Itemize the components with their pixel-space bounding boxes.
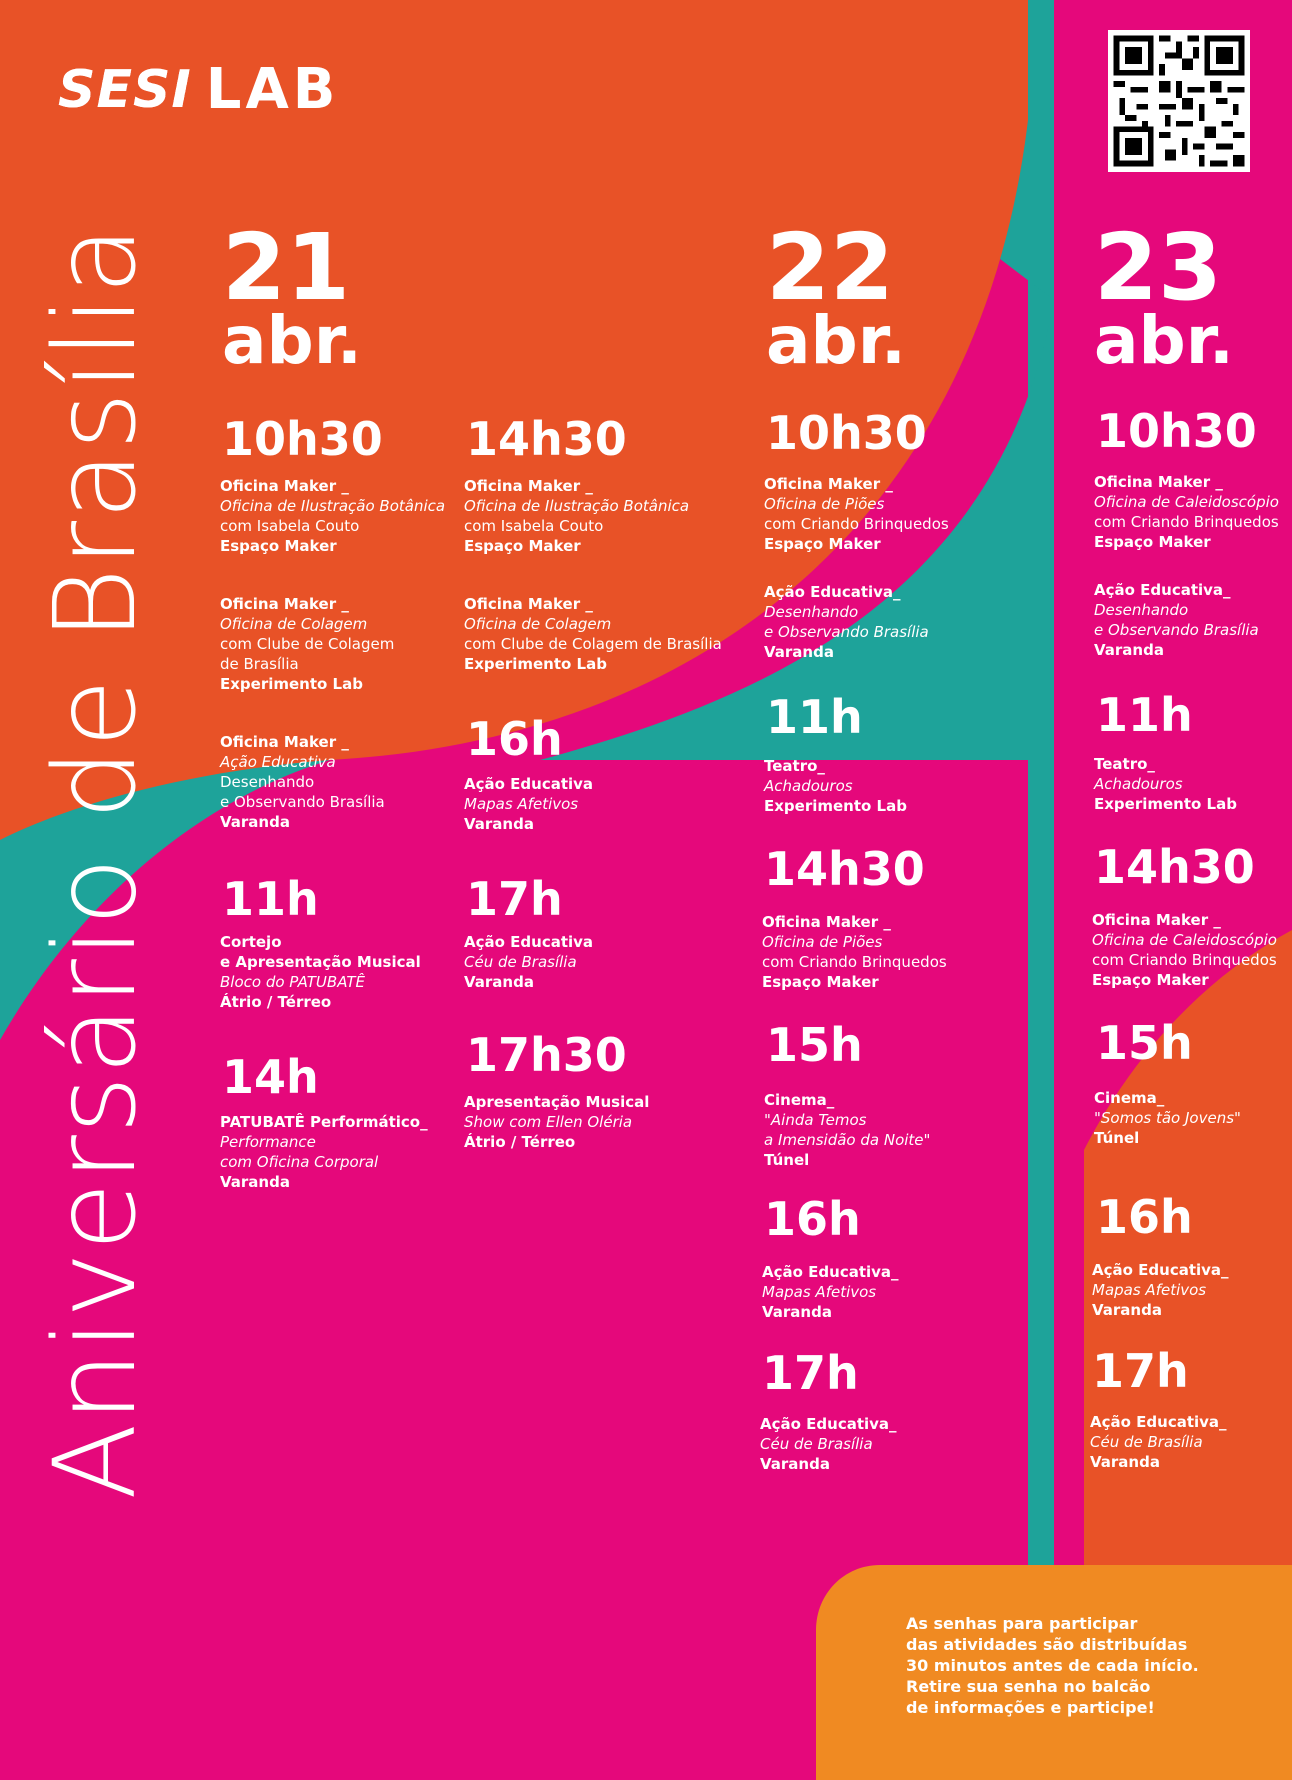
event-item xyxy=(1092,1260,1229,1320)
event-title: Apresentação Musical xyxy=(464,1093,650,1111)
event-place: Túnel xyxy=(1094,1129,1140,1147)
event-title: Cinema_ xyxy=(764,1091,835,1109)
notice-line: de informações e participe! xyxy=(906,1698,1155,1717)
time-slot: 17h xyxy=(466,872,563,926)
event-activity: Oficina de Colagem xyxy=(220,615,368,633)
event-activity: Achadouros xyxy=(1094,775,1183,793)
event-item xyxy=(1094,472,1279,552)
event-title: Oficina Maker _ xyxy=(220,733,349,751)
day-header-22 xyxy=(766,214,906,379)
event-activity: Mapas Afetivos xyxy=(1092,1281,1207,1299)
event-activity: Céu de Brasília xyxy=(760,1435,873,1453)
event-activity: Oficina de Piões xyxy=(762,933,883,951)
event-item xyxy=(760,1414,897,1474)
event-title: Cortejo xyxy=(220,933,282,951)
event-item xyxy=(762,1262,899,1322)
event-host: com Isabela Couto xyxy=(220,517,360,535)
event-item xyxy=(220,732,385,832)
event-place: Espaço Maker xyxy=(1092,971,1209,989)
time-slot: 14h30 xyxy=(764,842,925,896)
event-activity: Céu de Brasília xyxy=(1090,1433,1203,1451)
time-slot: 10h30 xyxy=(766,406,927,460)
time-slot: 16h xyxy=(1096,1190,1193,1244)
event-title: Ação Educativa_ xyxy=(760,1415,897,1433)
time-slot: 15h xyxy=(1096,1016,1193,1070)
event-activity: e Observando Brasília xyxy=(764,623,929,641)
event-place: Varanda xyxy=(220,813,290,831)
logo-sesi: SESI xyxy=(58,60,192,120)
event-host: com Isabela Couto xyxy=(464,517,604,535)
event-title: Oficina Maker _ xyxy=(764,475,893,493)
event-place: Experimento Lab xyxy=(764,797,907,815)
event-place: Varanda xyxy=(1092,1301,1162,1319)
time-slot: 16h xyxy=(764,1192,861,1246)
event-item xyxy=(764,1090,930,1170)
event-title: Ação Educativa_ xyxy=(764,583,901,601)
event-host: e Observando Brasília xyxy=(220,793,385,811)
event-item xyxy=(464,932,593,992)
time-slot: 17h30 xyxy=(466,1028,627,1082)
time-slot: 14h xyxy=(222,1050,319,1104)
event-title: Cinema_ xyxy=(1094,1089,1165,1107)
time-slot: 14h30 xyxy=(466,412,627,466)
event-place: Experimento Lab xyxy=(1094,795,1237,813)
event-place: Átrio / Térreo xyxy=(220,993,332,1011)
time-slot: 17h xyxy=(762,1346,859,1400)
event-title: Ação Educativa_ xyxy=(1092,1261,1229,1279)
event-activity: Mapas Afetivos xyxy=(762,1283,877,1301)
event-host: de Brasília xyxy=(220,655,299,673)
notice-line: das atividades são distribuídas xyxy=(906,1635,1188,1654)
time-slot: 11h xyxy=(766,690,863,744)
event-item xyxy=(464,774,593,834)
day-month: abr. xyxy=(1094,302,1234,379)
event-host: com Criando Brinquedos xyxy=(762,953,947,971)
time-slot: 11h xyxy=(1096,688,1193,742)
event-title: Ação Educativa xyxy=(464,775,594,793)
sesi-lab-logo xyxy=(58,57,340,122)
day-number: 23 xyxy=(1094,214,1223,321)
logo-lab: LAB xyxy=(205,57,340,122)
event-title: Oficina Maker _ xyxy=(220,477,349,495)
ticket-notice xyxy=(906,1613,1226,1718)
notice-line: Retire sua senha no balcão xyxy=(906,1677,1151,1696)
event-item xyxy=(764,756,907,816)
event-title: PATUBATÊ Performático_ xyxy=(220,1113,428,1131)
event-title: Oficina Maker _ xyxy=(1092,911,1221,929)
event-place: Varanda xyxy=(1094,641,1164,659)
event-place: Experimento Lab xyxy=(220,675,363,693)
event-item xyxy=(764,582,929,662)
time-slot: 10h30 xyxy=(222,412,383,466)
notice-line: As senhas para participar xyxy=(906,1614,1138,1633)
event-activity: Show com Ellen Oléria xyxy=(464,1113,633,1131)
time-slot: 14h30 xyxy=(1094,840,1255,894)
event-title: Teatro_ xyxy=(764,757,825,775)
day-header-23 xyxy=(1094,214,1234,379)
event-item xyxy=(220,594,394,694)
event-item xyxy=(220,1112,428,1192)
day-number: 21 xyxy=(222,214,351,321)
event-title: Ação Educativa_ xyxy=(762,1263,899,1281)
notice-line: 30 minutos antes de cada início. xyxy=(906,1656,1199,1675)
event-item xyxy=(220,476,445,556)
event-activity: Ação Educativa xyxy=(220,753,336,771)
event-place: Espaço Maker xyxy=(464,537,581,555)
qr-code-icon xyxy=(1108,30,1250,172)
event-item xyxy=(464,1092,649,1152)
time-slot: 17h xyxy=(1092,1344,1189,1398)
event-place: Espaço Maker xyxy=(220,537,337,555)
event-host: Desenhando xyxy=(220,773,315,791)
event-activity: Oficina de Ilustração Botânica xyxy=(464,497,690,515)
event-place: Átrio / Térreo xyxy=(464,1133,576,1151)
event-place: Espaço Maker xyxy=(762,973,879,991)
event-title: e Apresentação Musical xyxy=(220,953,421,971)
time-slot: 16h xyxy=(466,712,563,766)
event-title: Teatro_ xyxy=(1094,755,1155,773)
event-activity: Desenhando xyxy=(764,603,859,621)
event-place: Varanda xyxy=(760,1455,830,1473)
event-activity: "Ainda Temos xyxy=(764,1111,867,1129)
event-place: Varanda xyxy=(764,643,834,661)
event-host: com Clube de Colagem de Brasília xyxy=(464,635,722,653)
time-slot: 10h30 xyxy=(1096,404,1257,458)
event-host: com Criando Brinquedos xyxy=(1092,951,1277,969)
event-title: Oficina Maker _ xyxy=(464,477,593,495)
time-slot: 11h xyxy=(222,872,319,926)
day-month: abr. xyxy=(222,302,362,379)
event-place: Experimento Lab xyxy=(464,655,607,673)
event-title: Oficina Maker _ xyxy=(464,595,593,613)
event-activity: Oficina de Ilustração Botânica xyxy=(220,497,446,515)
event-activity: Desenhando xyxy=(1094,601,1189,619)
event-place: Túnel xyxy=(764,1151,810,1169)
event-place: Varanda xyxy=(220,1173,290,1191)
event-title: Ação Educativa_ xyxy=(1090,1413,1227,1431)
event-activity: Oficina de Piões xyxy=(764,495,885,513)
event-activity: Achadouros xyxy=(764,777,853,795)
time-slot: 15h xyxy=(766,1018,863,1072)
event-activity: "Somos tão Jovens" xyxy=(1094,1109,1241,1127)
event-host: com Clube de Colagem xyxy=(220,635,395,653)
event-title: Oficina Maker _ xyxy=(762,913,891,931)
event-title: Oficina Maker _ xyxy=(220,595,349,613)
event-item xyxy=(1094,1088,1241,1148)
event-place: Espaço Maker xyxy=(764,535,881,553)
event-item xyxy=(220,932,421,1012)
event-item xyxy=(1090,1412,1227,1472)
day-header-21 xyxy=(222,214,362,379)
vertical-title: Aniversário de Brasília xyxy=(31,224,161,1500)
event-item xyxy=(464,476,689,556)
event-item xyxy=(1092,910,1277,990)
event-activity: Oficina de Caleidoscópio xyxy=(1092,931,1277,949)
event-host: com Criando Brinquedos xyxy=(1094,513,1279,531)
event-place: Varanda xyxy=(464,973,534,991)
event-place: Varanda xyxy=(762,1303,832,1321)
event-activity: a Imensidão da Noite" xyxy=(764,1131,931,1149)
event-title: Ação Educativa xyxy=(464,933,594,951)
event-activity: Céu de Brasília xyxy=(464,953,577,971)
event-activity: Performance xyxy=(220,1133,316,1151)
event-activity: Oficina de Colagem xyxy=(464,615,612,633)
event-place: Varanda xyxy=(1090,1453,1160,1471)
event-host: com Criando Brinquedos xyxy=(764,515,949,533)
event-place: Varanda xyxy=(464,815,534,833)
event-activity: Bloco do PATUBATÊ xyxy=(220,973,366,991)
event-title: Oficina Maker _ xyxy=(1094,473,1223,491)
event-item xyxy=(1094,580,1259,660)
event-item xyxy=(464,594,722,674)
event-activity: Mapas Afetivos xyxy=(464,795,579,813)
event-place: Espaço Maker xyxy=(1094,533,1211,551)
day-number: 22 xyxy=(766,214,895,321)
day-month: abr. xyxy=(766,302,906,379)
event-item xyxy=(1094,754,1237,814)
event-item xyxy=(764,474,949,554)
event-activity: com Oficina Corporal xyxy=(220,1153,379,1171)
event-title: Ação Educativa_ xyxy=(1094,581,1231,599)
event-activity: Oficina de Caleidoscópio xyxy=(1094,493,1279,511)
event-item xyxy=(762,912,947,992)
event-activity: e Observando Brasília xyxy=(1094,621,1259,639)
